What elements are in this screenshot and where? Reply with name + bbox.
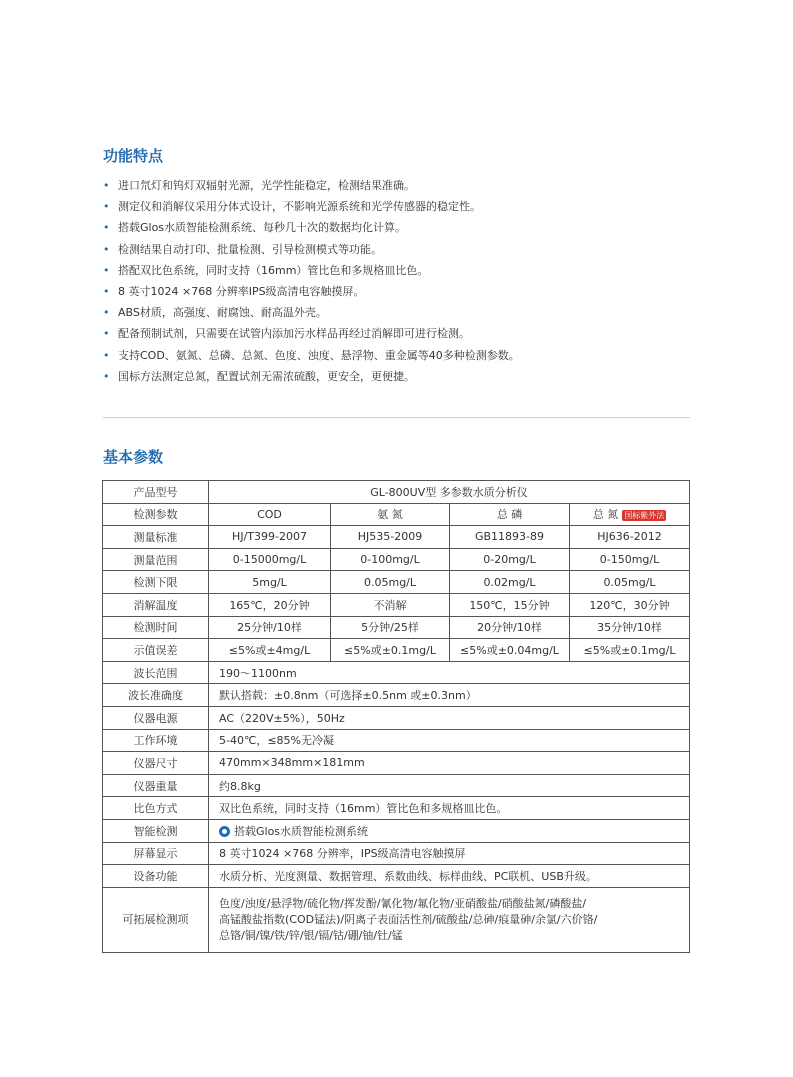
cell: ≤5%或±0.1mg/L [570,639,690,662]
row-label: 设备功能 [103,865,209,888]
cell: GB11893-89 [450,526,570,549]
cell: 35分钟/10样 [570,616,690,639]
list-item: • 搭载Glos水质智能检测系统、每秒几十次的数据均化计算。 [103,217,703,238]
table-row [103,819,690,842]
cell: 0-15000mg/L [209,548,331,571]
bullet-icon: • [103,327,110,341]
list-item: • 搭配双比色系统，同时支持（16mm）管比色和多规格皿比色。 [103,260,703,281]
features-title: 功能特点 [103,147,164,165]
cell: 搭载Glos水质智能检测系统 [209,819,690,842]
bullet-icon: • [103,285,110,299]
cell: 190～1100nm [209,661,690,684]
list-item: • 配备预制试剂，只需要在试管内添加污水样品再经过消解即可进行检测。 [103,323,703,344]
params-table [102,480,690,953]
list-item: • 进口氘灯和钨灯双辐射光源，光学性能稳定，检测结果准确。 [103,175,703,196]
model-value: GL-800UV型 多参数水质分析仪 [209,481,690,504]
row-label: 测量范围 [103,548,209,571]
method-badge: 国标紫外法 [624,510,665,520]
param-label: 检测参数 [103,503,209,526]
section-divider [103,417,690,418]
list-item: • 测定仪和消解仪采用分体式设计，不影响光源系统和光学传感器的稳定性。 [103,196,703,217]
table-row [103,571,690,594]
list-item: • 8 英寸1024 ×768 分辨率IPS级高清电容触摸屏。 [103,281,703,302]
cell: 5-40℃，≤85%无冷凝 [209,729,690,752]
cell: 0.05mg/L [331,571,450,594]
table-row [103,684,690,707]
cell: 150℃，15分钟 [450,593,570,616]
row-label: 检测下限 [103,571,209,594]
model-label: 产品型号 [103,481,209,504]
cell: ≤5%或±4mg/L [209,639,331,662]
table-row [103,526,690,549]
list-item: • 国标方法测定总氮，配置试剂无需浓硫酸，更安全，更便捷。 [103,366,703,387]
row-label: 波长范围 [103,661,209,684]
list-item: • ABS材质，高强度、耐腐蚀、耐高温外壳。 [103,302,703,323]
cell: 0-20mg/L [450,548,570,571]
features-list [103,175,703,387]
table-row [103,752,690,775]
row-label: 比色方式 [103,797,209,820]
row-label: 仪器重量 [103,774,209,797]
table-row [103,616,690,639]
table-row [103,865,690,888]
cell: 0.02mg/L [450,571,570,594]
cell: 165℃，20分钟 [209,593,331,616]
bullet-icon: • [103,179,110,192]
params-title: 基本参数 [103,448,164,466]
cell: 25分钟/10样 [209,616,331,639]
row-label: 工作环境 [103,729,209,752]
row-label: 智能检测 [103,819,209,842]
cell: 20分钟/10样 [450,616,570,639]
cell: 0.05mg/L [570,571,690,594]
row-label: 屏幕显示 [103,842,209,865]
cell: 约8.8kg [209,774,690,797]
cell: AC（220V±5%），50Hz [209,706,690,729]
bullet-icon: • [103,263,110,277]
param-col-ammonia: 氨 氮 [331,503,450,526]
bullet-icon: • [103,242,110,256]
list-item: • 支持COD、氨氮、总磷、总氮、色度、浊度、悬浮物、重金属等40多种检测参数。 [103,345,703,366]
expand-line: 色度/浊度/悬浮物/硫化物/挥发酚/氰化物/氟化物/亚硝酸盐/硝酸盐氮/磷酸盐/ [219,896,587,910]
row-label: 检测时间 [103,616,209,639]
cell: 5mg/L [209,571,331,594]
table-row [103,729,690,752]
cell: ≤5%或±0.1mg/L [331,639,450,662]
cell: 双比色系统，同时支持（16mm）管比色和多规格皿比色。 [209,797,690,820]
expand-line: 总铬/铜/镍/铁/锌/银/镉/钴/硼/铀/钍/锰 [219,928,403,942]
table-row [103,481,690,504]
row-label: 示值误差 [103,639,209,662]
expand-line: 高锰酸盐指数(COD锰法)/阴离子表面活性剂/硫酸盐/总砷/痕量砷/余氯/六价铬/ [219,912,598,926]
cell: 5分钟/25样 [331,616,450,639]
bullet-icon: • [103,221,110,235]
cell: 8 英寸1024 ×768 分辨率，IPS级高清电容触摸屏 [209,842,690,865]
cell: 默认搭载：±0.8nm（可选择±0.5nm 或±0.3nm） [209,684,690,707]
row-label: 消解温度 [103,593,209,616]
bullet-icon: • [103,348,110,362]
list-item: • 检测结果自动打印、批量检测、引导检测模式等功能。 [103,239,703,260]
row-label: 波长准确度 [103,684,209,707]
table-row [103,774,690,797]
cell: HJ/T399-2007 [209,526,331,549]
bullet-icon: • [103,306,110,320]
row-label: 仪器尺寸 [103,752,209,775]
param-col-cod: COD [209,503,331,526]
cell: ≤5%或±0.04mg/L [450,639,570,662]
bullet-icon: • [103,369,110,383]
cell: 470mm×348mm×181mm [209,752,690,775]
table-row [103,639,690,662]
bullet-icon: • [103,200,110,214]
table-row [103,661,690,684]
cell: HJ535-2009 [331,526,450,549]
table-row [103,548,690,571]
param-col-nitrogen: 总 氮 国标紫外法 [570,503,690,526]
cell: 0-150mg/L [570,548,690,571]
row-label: 仪器电源 [103,706,209,729]
cell: 0-100mg/L [331,548,450,571]
cell: HJ636-2012 [570,526,690,549]
param-col-phosphorus: 总 磷 [450,503,570,526]
row-label: 测量标准 [103,526,209,549]
table-row [103,842,690,865]
table-row [103,593,690,616]
table-row [103,503,690,526]
table-row [103,797,690,820]
cell: 不消解 [331,593,450,616]
cell: 120℃，30分钟 [570,593,690,616]
table-row [103,887,690,952]
cell: 水质分析、光度测量、数据管理、系数曲线、标样曲线、PC联机、USB升级。 [209,865,690,888]
expand-label: 可拓展检测项 [103,887,209,952]
expand-value [209,887,690,952]
glos-logo-icon [219,826,230,837]
table-row [103,706,690,729]
